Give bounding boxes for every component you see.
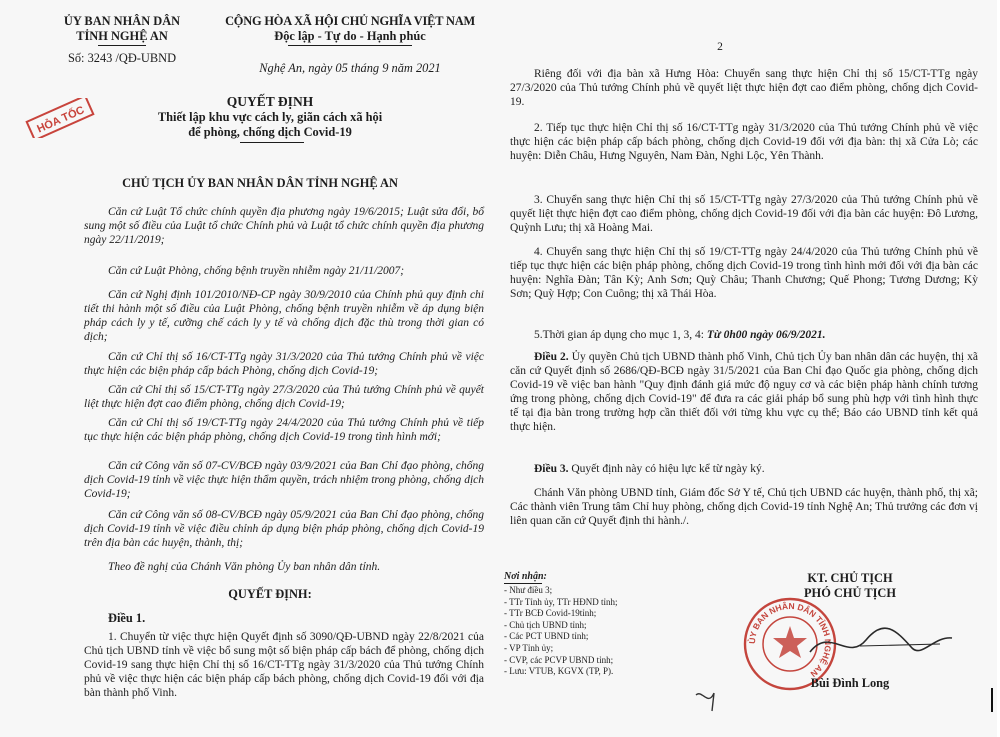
- item-5-text: 5.Thời gian áp dụng cho mục 1, 3, 4:: [534, 329, 707, 341]
- article-3-text: Quyết định này có hiệu lực kể từ ngày ký.: [568, 463, 765, 475]
- item-5-effective-time: Từ 0h00 ngày 06/9/2021.: [706, 329, 826, 341]
- recipient-item: - TTr BCĐ Covid-19tỉnh;: [504, 608, 597, 619]
- agency-name: ỦY BAN NHÂN DÂN: [63, 14, 181, 28]
- legal-ground-9: Theo đề nghị của Chánh Văn phòng Ủy ban nhân dân tỉnh.: [108, 561, 381, 573]
- article-3: [510, 462, 978, 476]
- paragraph-item-4: 4. Chuyển sang thực hiện Chỉ thị số 19/CT-TTg ngày 24/4/2020 của Thủ tướng Chính phủ về tiếp tục thực hiện các biện pháp phòng, chống dịch Covid-19 trong tình hình mới đối với địa bàn các huyện: Nghĩa Đàn; Tân Kỳ; Anh Sơn; Quỳ Châu; Thanh Chương; Quế Phong; Tương Dương; Kỳ Sơn; Quỳ Hợp; Con Cuông; thị xã Thái Hòa.: [510, 246, 978, 300]
- seal-text: ỦY BAN NHÂN DÂN TỈNH NGHỆ AN: [746, 600, 834, 680]
- article-2-text: Ủy quyền Chủ tịch UBND thành phố Vinh, Chủ tịch Ủy ban nhân dân các huyện, thị xã căn cứ Quyết định số 2686/QĐ-BCĐ ngày 31/5/2021 của Ban Chỉ đạo Quốc gia phòng, chống dịch Covid-19 về việc ban hành "Quy định đánh giá mức độ nguy cơ và các biện pháp hành chính tương ứng trong phòng, chống dịch Covid-19" để đưa ra các giải pháp bổ sung phù hợp với tình hình thực tế tại địa bàn trong trường hợp cần thiết đối với từng khu vực cụ thể; Báo cáo UBND tỉnh kết quả thực hiện.: [510, 351, 978, 433]
- national-motto: Độc lập - Tự do - Hạnh phúc: [274, 29, 426, 43]
- article-1-heading: Điều 1.: [108, 611, 146, 625]
- header-underline-left: [98, 45, 146, 46]
- article-3-heading: Điều 3.: [534, 463, 569, 475]
- text-cursor: [991, 688, 993, 712]
- handwritten-signature: [800, 618, 970, 668]
- issue-date: Nghệ An, ngày 05 tháng 9 năm 2021: [259, 61, 441, 75]
- header-underline-right: [288, 45, 412, 46]
- article-2: [510, 350, 978, 434]
- document-subtitle-1: Thiết lập khu vực cách ly, giãn cách xã hội: [157, 110, 383, 124]
- page-number: 2: [717, 41, 723, 53]
- province-name: TỈNH NGHỆ AN: [76, 29, 168, 43]
- recipients-heading: Nơi nhận:: [504, 571, 547, 582]
- recipient-item: - Lưu: VTUB, KGVX (TP, P).: [504, 666, 614, 677]
- legal-ground-4: Căn cứ Chỉ thị số 16/CT-TTg ngày 31/3/2020 của Thủ tướng Chính phủ về việc thực hiện các biện pháp cấp bách Phòng, chống dịch Covid-19;: [84, 351, 484, 377]
- article-2-heading: Điều 2.: [534, 351, 569, 363]
- signer-role-2: PHÓ CHỦ TỊCH: [803, 586, 897, 600]
- article-1-item-1: 1. Chuyển từ việc thực hiện Quyết định số 3090/QĐ-UBND ngày 22/8/2021 của Chủ tịch UBND tỉnh về việc bổ sung một số biện pháp cấp bách để phòng, chống dịch Covid-19 sang thực hiện Chỉ thị số 16/CT-TTg ngày 31/3/2020 của Thủ tướng Chính phủ về việc thực hiện các biện pháp cấp bách phòng, chống dịch Covid-19 đối với địa bàn thành phố Vinh.: [84, 631, 484, 699]
- recipient-item: - VP Tỉnh ủy;: [504, 642, 554, 653]
- closing-paragraph: Chánh Văn phòng UBND tỉnh, Giám đốc Sở Y tế, Chủ tịch UBND các huyện, thành phố, thị xã; Các thành viên Trung tâm Chỉ huy phòng, chống dịch Covid-19 tỉnh Nghệ An; Thủ trưởng các đơn vị liên quan căn cứ Quyết định thi hành./.: [510, 487, 978, 527]
- paragraph-hung-hoa: Riêng đối với địa bàn xã Hưng Hòa: Chuyển sang thực hiện Chỉ thị số 15/CT-TTg ngày 27/3/2020 của Thủ tướng Chính phủ về quyết liệt thực hiện đợt cao điểm phòng, chống dịch Covid-19.: [510, 68, 978, 108]
- document-title: QUYẾT ĐỊNH: [226, 94, 314, 109]
- signer-role-1: KT. CHỦ TỊCH: [807, 571, 893, 585]
- signer-name: Bùi Đình Long: [810, 676, 890, 690]
- initials-mark: [690, 685, 730, 715]
- decision-heading: QUYẾT ĐỊNH:: [228, 587, 312, 601]
- legal-ground-5: Căn cứ Chỉ thị số 15/CT-TTg ngày 27/3/2020 của Thủ tướng Chính phủ về quyết liệt thực hiện đợt cao điểm phòng, chống dịch Covid-19;: [84, 384, 484, 410]
- paragraph-item-3: 3. Chuyển sang thực hiện Chỉ thị số 15/CT-TTg ngày 27/3/2020 của Thủ tướng Chính phủ về quyết liệt thực hiện đợt cao điểm phòng, chống dịch Covid-19 đối với địa bàn các huyện: Đô Lương, Quỳnh Lưu; thị xã Hoàng Mai.: [510, 194, 978, 234]
- decision-number: Số: 3243 /QĐ-UBND: [67, 51, 177, 65]
- legal-ground-6: Căn cứ Chỉ thị số 19/CT-TTg ngày 24/4/2020 của Thủ tướng Chính phủ về tiếp tục thực hiện các biện pháp phòng, chống dịch Covid-19 trong tình hình mới;: [84, 417, 484, 443]
- urgent-stamp-text: HỎA TỐC: [35, 104, 87, 136]
- recipients-underline: [504, 583, 542, 584]
- recipient-item: - Chủ tịch UBND tỉnh;: [504, 619, 587, 630]
- legal-ground-1: Căn cứ Luật Tổ chức chính quyền địa phương ngày 19/6/2015; Luật sửa đổi, bổ sung một số điều của Luật tổ chức Chính phủ và Luật tổ chức chính quyền địa phương ngày 22/11/2019;: [84, 206, 484, 246]
- paragraph-item-2: 2. Tiếp tục thực hiện Chỉ thị số 16/CT-TTg ngày 31/3/2020 của Thủ tướng Chính phủ về việc thực hiện các biện pháp cấp bách phòng, chống dịch Covid-19 đối với địa bàn: thị xã Cửa Lò; các huyện: Diễn Châu, Hưng Nguyên, Nam Đàn, Nghi Lộc, Yên Thành.: [510, 122, 978, 162]
- recipients-list: [504, 585, 704, 678]
- issuing-authority: CHỦ TỊCH ỦY BAN NHÂN DÂN TỈNH NGHỆ AN: [122, 176, 398, 190]
- document-subtitle-2: để phòng, chống dịch Covid-19: [188, 125, 352, 139]
- recipient-item: - Như điều 3;: [504, 585, 553, 595]
- recipient-item: - Các PCT UBND tỉnh;: [504, 631, 589, 642]
- urgent-stamp: [20, 98, 100, 138]
- national-title: CỘNG HÒA XÃ HỘI CHỦ NGHĨA VIỆT NAM: [225, 14, 475, 28]
- document-page-2: [500, 0, 997, 737]
- legal-ground-7: Căn cứ Công văn số 07-CV/BCĐ ngày 03/9/2021 của Ban Chỉ đạo phòng, chống dịch Covid-19 tỉnh về việc thực hiện thẩm quyền, trách nhiệm trong phòng, chống dịch Covid-19;: [84, 460, 484, 500]
- legal-ground-3: Căn cứ Nghị định 101/2010/NĐ-CP ngày 30/9/2010 của Chính phủ quy định chi tiết thi hành một số điều của Luật Phòng, chống bệnh truyền nhiễm về áp dụng biện pháp cách ly y tế, cưỡng chế cách ly y tế và chống dịch đặc thù trong thời gian có dịch;: [84, 289, 484, 343]
- recipient-item: - TTr Tỉnh ủy, TTr HĐND tỉnh;: [504, 596, 618, 607]
- recipient-item: - CVP, các PCVP UBND tỉnh;: [504, 654, 614, 665]
- paragraph-item-5: [510, 328, 978, 342]
- legal-ground-2: Căn cứ Luật Phòng, chống bệnh truyền nhiễm ngày 21/11/2007;: [108, 265, 405, 277]
- title-underline: [240, 142, 304, 143]
- legal-ground-8: Căn cứ Công văn số 08-CV/BCĐ ngày 05/9/2021 của Ban Chỉ đạo phòng, chống dịch Covid-19 tỉnh về việc điều chỉnh áp dụng biện pháp phòng, chống dịch Covid-19 trên địa bàn các huyện, thành, thị;: [84, 509, 484, 549]
